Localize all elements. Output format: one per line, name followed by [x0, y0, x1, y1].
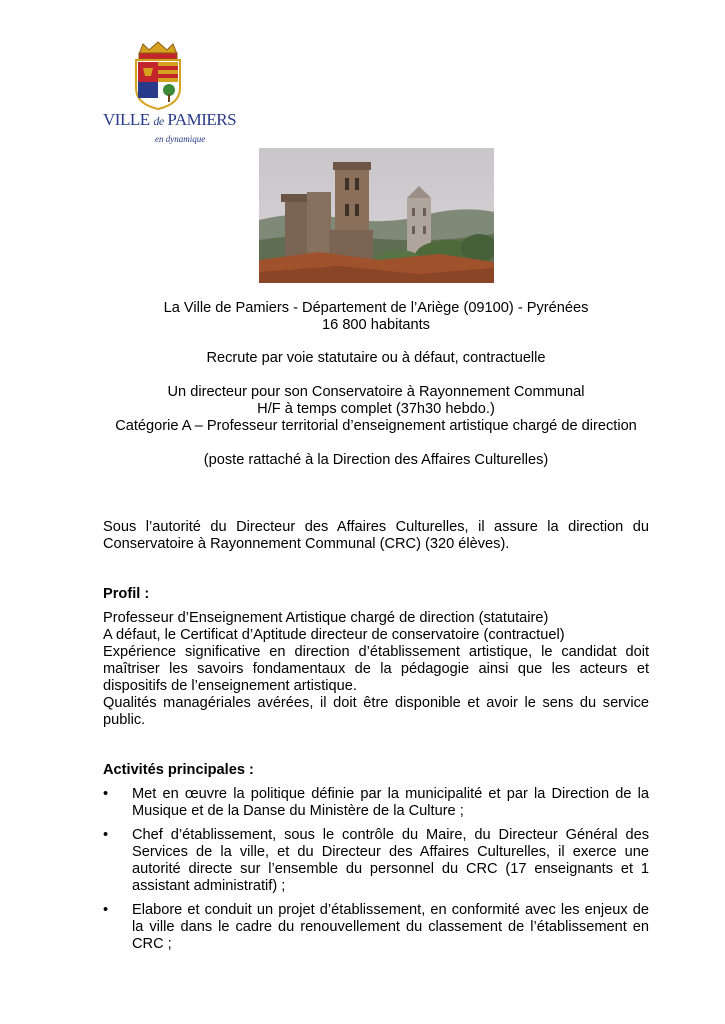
job-attachment: (poste rattaché à la Direction des Affaires Culturelles)	[203, 452, 549, 468]
bullet-icon: •	[103, 827, 109, 843]
job-header	[100, 300, 652, 334]
profil-heading: Profil :	[103, 586, 150, 602]
job-title: Un directeur pour son Conservatoire à Rayonnement Communal	[167, 384, 585, 400]
job-title-block	[100, 384, 652, 435]
bullet-icon: •	[103, 902, 109, 918]
profil-body	[103, 610, 649, 729]
list-item	[103, 827, 649, 895]
list-item	[103, 786, 649, 820]
header-population: 16 800 habitants	[322, 317, 430, 333]
town-towers-photo	[259, 148, 494, 283]
list-item-text: Chef d’établissement, sous le contrôle du Maire, du Directeur Général des Services de la ville, et du Directeur des Affaires Culturelles, il exerce une autorité directe sur l’ensemble du personnel du CRC (17 enseignants et 1 assistant administratif) ;	[132, 827, 649, 894]
profil-line: Professeur d’Enseignement Artistique chargé de direction (statutaire)	[103, 610, 549, 626]
activites-heading: Activités principales :	[103, 762, 254, 778]
logo-wordmark: VILLE de PAMIERS	[103, 110, 237, 129]
bullet-icon: •	[103, 786, 109, 802]
city-logo	[103, 40, 237, 148]
intro-paragraph: Sous l’autorité du Directeur des Affaires Culturelles, il assure la direction du Conservatoire à Rayonnement Communal (CRC) (320 élèves).	[103, 519, 649, 552]
list-item-text: Met en œuvre la politique définie par la municipalité et par la Direction de la Musique et de la Danse du Ministère de la Culture ;	[132, 786, 649, 819]
list-item-text: Elabore et conduit un projet d’établissement, en conformité avec les enjeux de la ville dans le cadre du renouvellement du classement de l’établissement en CRC ;	[132, 902, 649, 952]
list-item	[103, 902, 649, 953]
logo-tagline: en dynamique	[155, 134, 206, 144]
coat-of-arms-icon	[103, 40, 213, 110]
recruit-line: Recrute par voie statutaire ou à défaut, contractuelle	[206, 350, 546, 366]
profil-line: Expérience significative en direction d’établissement artistique, le candidat doit maîtriser les savoirs fondamentaux de la pédagogie ainsi que les acteurs et dispositifs de l’enseignement artistique.	[103, 644, 649, 694]
job-schedule: H/F à temps complet (37h30 hebdo.)	[257, 401, 495, 417]
job-category: Catégorie A – Professeur territorial d’enseignement artistique chargé de direction	[115, 418, 637, 434]
activites-list	[103, 786, 649, 960]
header-city-line: La Ville de Pamiers - Département de l’Ariège (09100) - Pyrénées	[163, 300, 589, 316]
profil-line: Qualités managériales avérées, il doit être disponible et avoir le sens du service public.	[103, 695, 649, 728]
profil-line: A défaut, le Certificat d’Aptitude directeur de conservatoire (contractuel)	[103, 627, 565, 643]
